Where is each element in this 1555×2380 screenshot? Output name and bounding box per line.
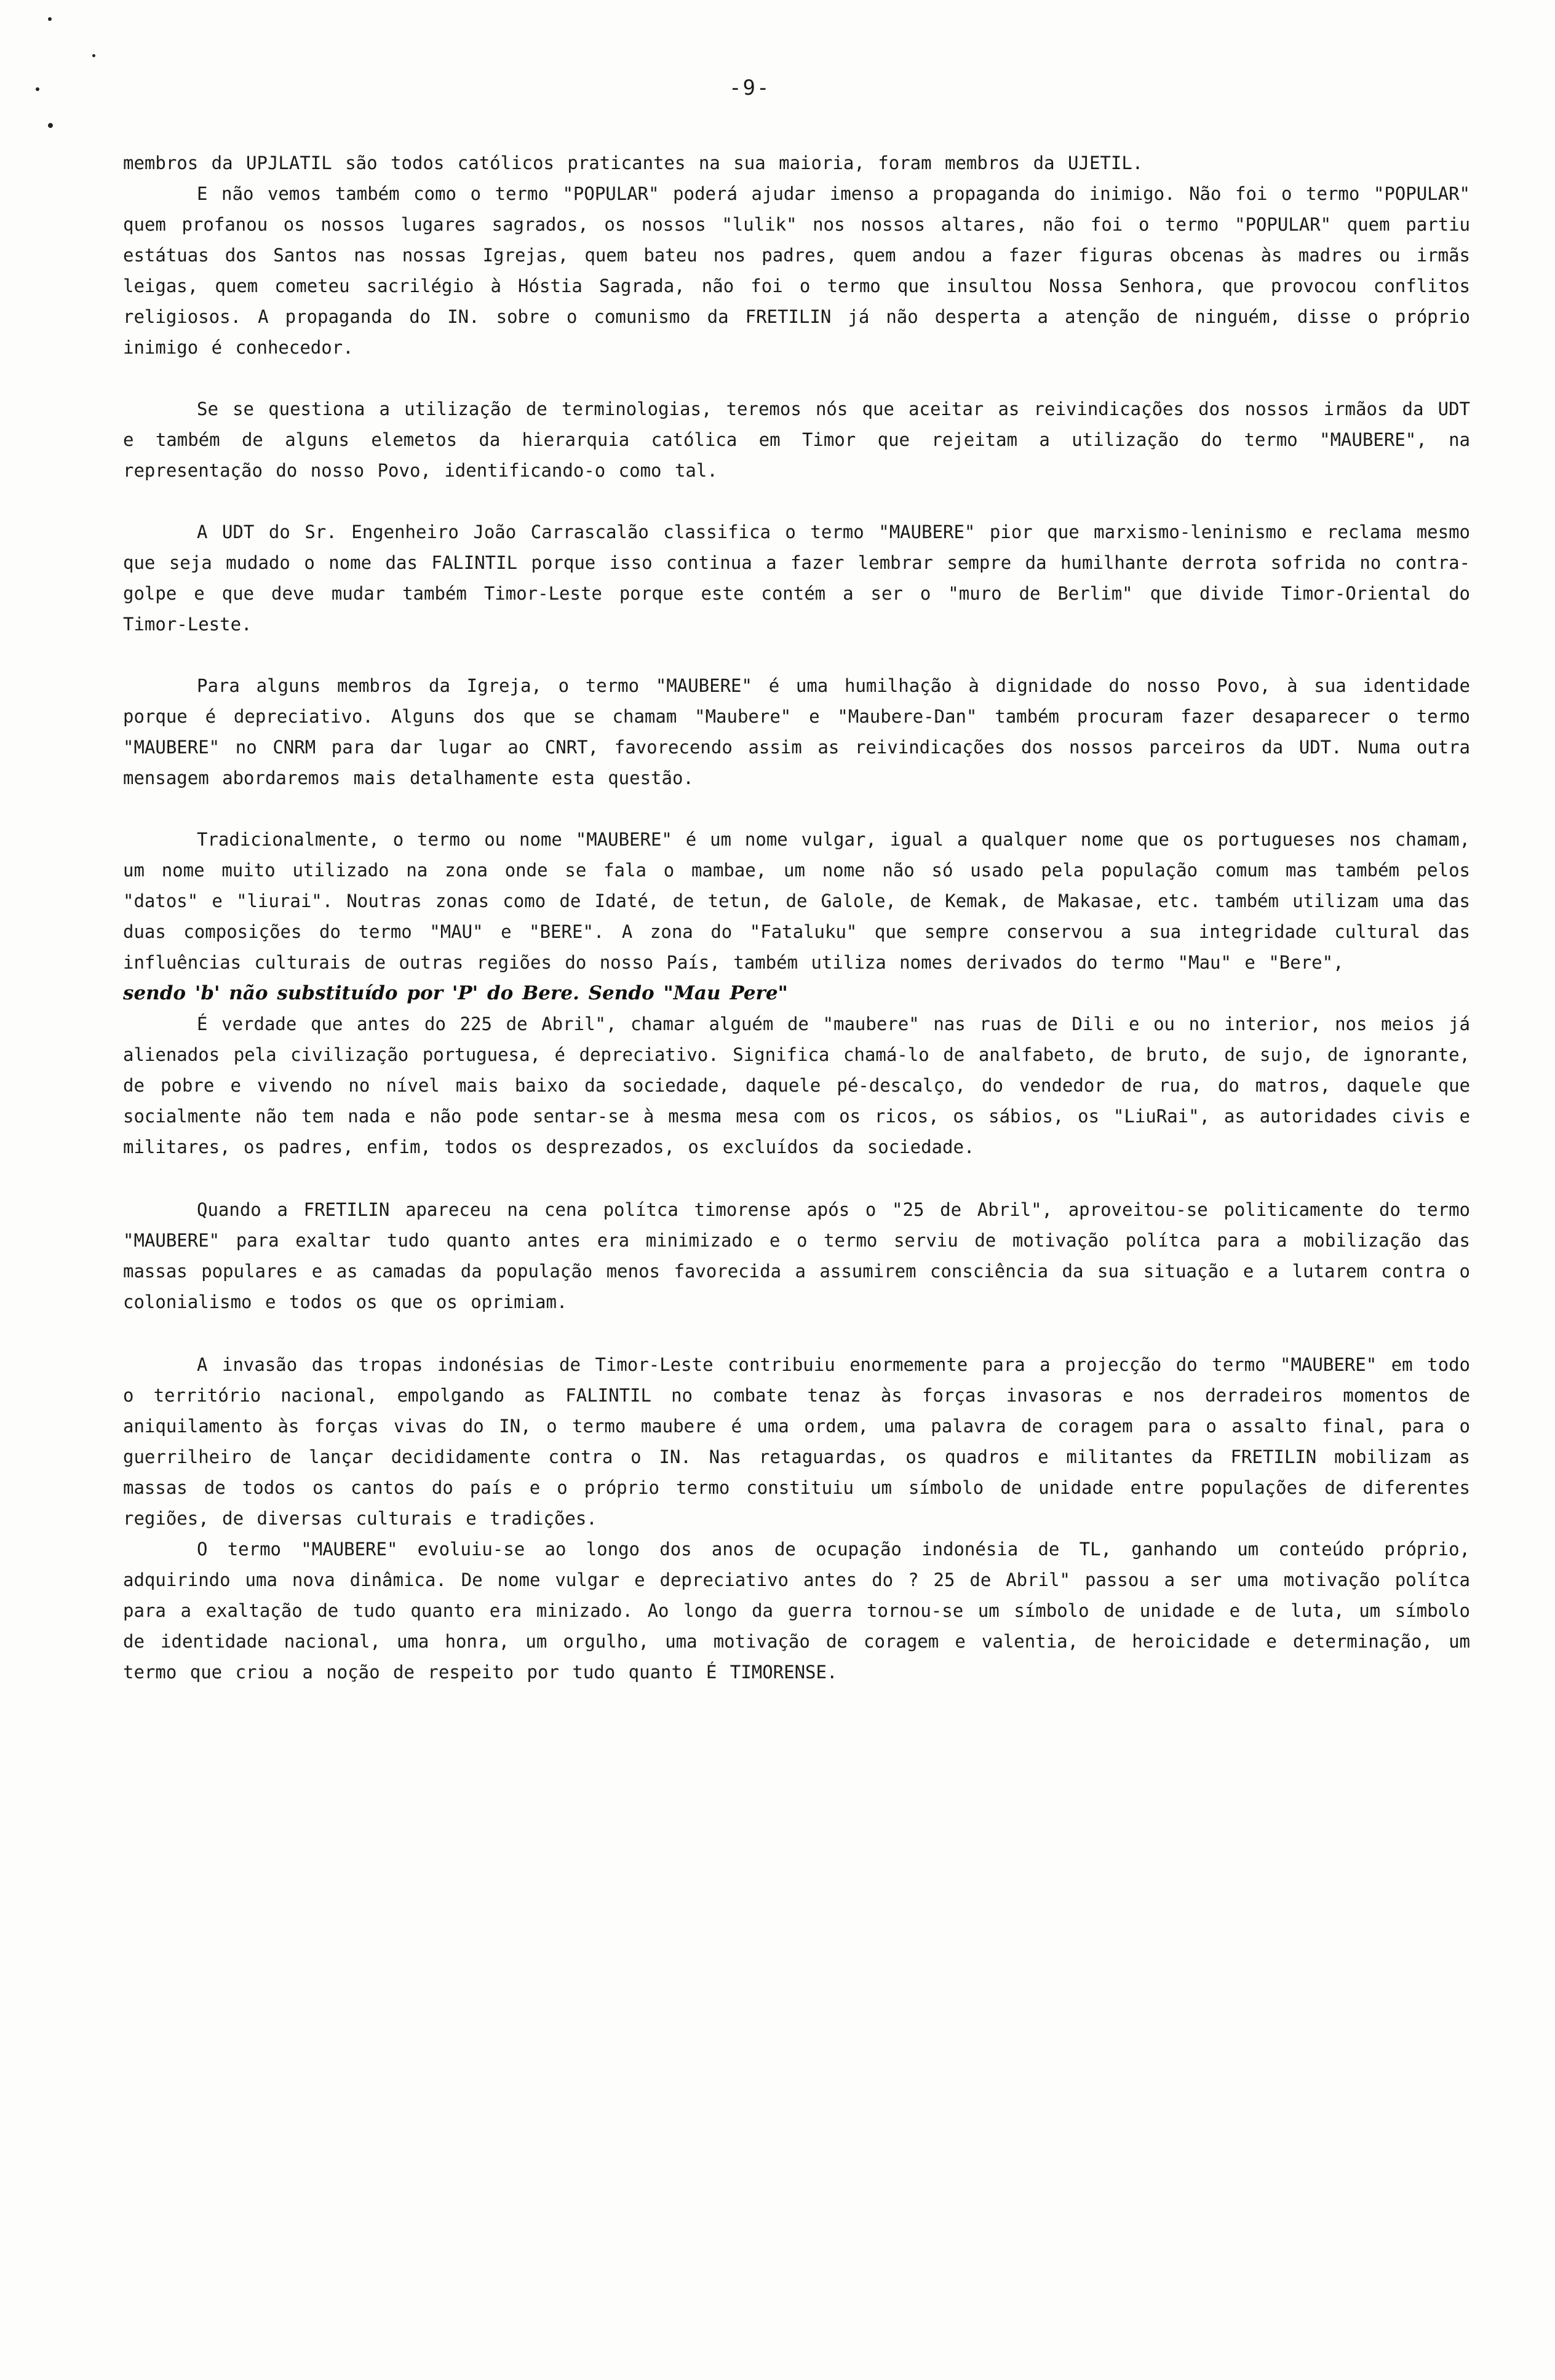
scan-speck (36, 87, 39, 91)
paragraph-4: A UDT do Sr. Engenheiro João Carrascalão classifica o termo "MAUBERE" pior que marxismo-leninismo e reclama mesmo que seja mudado o nome das FALINTIL porque isso continua a fazer lembrar sempre da humilhante derrota sofrida no contra-golpe e que deve mudar também Timor-Leste porque este contém a ser o "muro de Berlim" que divide Timor-Oriental do Timor-Leste. (123, 522, 1470, 635)
paragraph-3: Se se questiona a utilização de terminologias, teremos nós que aceitar as reivindicações dos nossos irmãos da UDT e também de alguns elemetos da hierarquia católica em Timor que rejeitam a utilização do termo "MAUBERE", na representação do nosso Povo, identificando-o como tal. (123, 399, 1470, 481)
scan-speck (48, 123, 53, 128)
paragraph-2: E não vemos também como o termo "POPULAR" poderá ajudar imenso a propaganda do inimigo. Não foi o termo "POPULAR" quem profanou os nossos lugares sagrados, os nossos "lulik" nos nossos altares, não foi o termo "POPULAR" quem partiu estátuas dos Santos nas nossas Igrejas, quem bateu nos padres, quem andou a fazer figuras obcenas às madres ou irmãs leigas, quem cometeu sacrilégio à Hóstia Sagrada, não foi o termo que insultou Nossa Senhora, que provocou conflitos religiosos. A propaganda do IN. sobre o comunismo da FRETILIN já não desperta a atenção de ninguém, disse o próprio inimigo é conhecedor. (123, 183, 1470, 358)
page-number: -9- (729, 76, 771, 100)
paragraph-1: membros da UPJLATIL são todos católicos praticantes na sua maioria, foram membros da UJETIL. (123, 153, 1143, 173)
document-body (123, 148, 1470, 1688)
paragraph-6: Tradicionalmente, o termo ou nome "MAUBERE" é um nome vulgar, igual a qualquer nome que os portugueses nos chamam, um nome muito utilizado na zona onde se fala o mambae, um nome não só usado pela população comum mas também pelos "datos" e "liurai". Noutras zonas como de Idaté, de tetun, de Galole, de Kemak, de Makasae, etc. também utilizam uma das duas composições do termo "MAU" e "BERE". A zona do "Fataluku" que sempre conservou a sua integridade cultural das influências culturais de outras regiões do nosso País, também utiliza nomes derivados do termo "Mau" e "Bere", (123, 829, 1470, 973)
paragraph-10: O termo "MAUBERE" evoluiu-se ao longo dos anos de ocupação indonésia de TL, ganhando um conteúdo próprio, adquirindo uma nova dinâmica. De nome vulgar e depreciativo antes do ? 25 de Abril" passou a ser uma motivação polítca para a exaltação de tudo quanto era minizado. Ao longo da guerra tornou-se um símbolo de unidade e de luta, um símbolo de identidade nacional, uma honra, um orgulho, uma motivação de coragem e valentia, de heroicidade e determinação, um termo que criou a noção de respeito por tudo quanto É TIMORENSE. (123, 1539, 1470, 1683)
paragraph-5: Para alguns membros da Igreja, o termo "MAUBERE" é uma humilhação à dignidade do nosso Povo, à sua identidade porque é depreciativo. Alguns dos que se chamam "Maubere" e "Maubere-Dan" também procuram fazer desaparecer o termo "MAUBERE" no CNRM para dar lugar ao CNRT, favorecendo assim as reivindicações dos nossos parceiros da UDT. Numa outra mensagem abordaremos mais detalhamente esta questão. (123, 675, 1470, 788)
scan-speck (92, 54, 95, 57)
scan-speck (48, 17, 52, 21)
handwritten-annotation: sendo 'b' não substituído por 'P' do Bere. Sendo "Mau Pere" (123, 982, 788, 1004)
paragraph-9: A invasão das tropas indonésias de Timor-Leste contribuiu enormemente para a projecção do termo "MAUBERE" em todo o território nacional, empolgando as FALINTIL no combate tenaz às forças invasoras e nos derradeiros momentos de aniquilamento às forças vivas do IN, o termo maubere é uma ordem, uma palavra de coragem para o assalto final, para o guerrilheiro de lançar decididamente contra o IN. Nas retaguardas, os quadros e militantes da FRETILIN mobilizam as massas de todos os cantos do país e o próprio termo constituiu um símbolo de unidade entre populações de diferentes regiões, de diversas culturais e tradições. (123, 1354, 1470, 1529)
paragraph-8: Quando a FRETILIN apareceu na cena polítca timorense após o "25 de Abril", aproveitou-se politicamente do termo "MAUBERE" para exaltar tudo quanto antes era minimizado e o termo serviu de motivação polítca para a mobilização das massas populares e as camadas da população menos favorecida a assumirem consciência da sua situação e a lutarem contra o colonialismo e todos os que os oprimiam. (123, 1199, 1470, 1312)
paragraph-7: É verdade que antes do 225 de Abril", chamar alguém de "maubere" nas ruas de Dili e ou no interior, nos meios já alienados pela civilização portuguesa, é depreciativo. Significa chamá-lo de analfabeto, de bruto, de sujo, de ignorante, de pobre e vivendo no nível mais baixo da sociedade, daquele pé-descalço, do vendedor de rua, do matros, daquele que socialmente não tem nada e não pode sentar-se à mesma mesa com os ricos, os sábios, os "LiuRai", as autoridades civis e militares, os padres, enfim, todos os desprezados, os excluídos da sociedade. (123, 1013, 1470, 1157)
